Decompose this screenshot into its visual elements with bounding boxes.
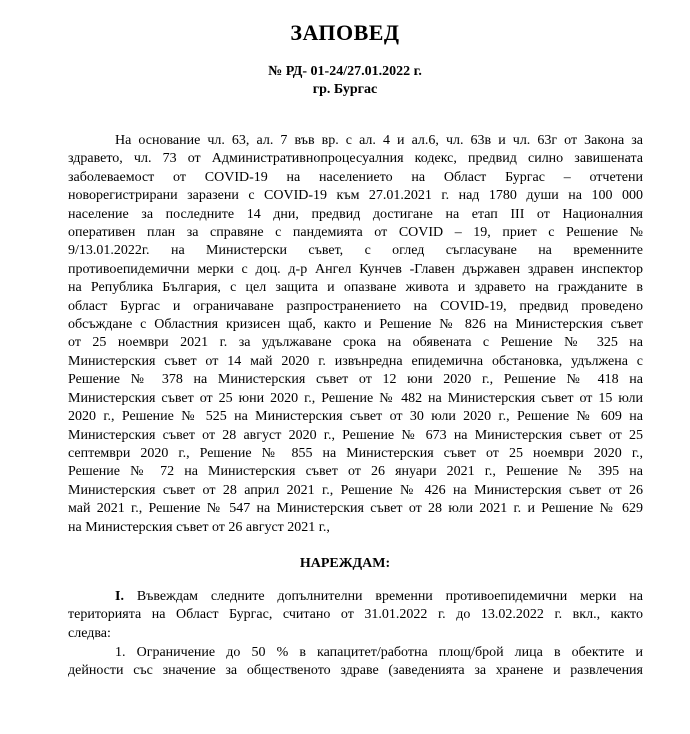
- preamble-line: на Република България, с цел защита и опазване живота и здравето на гражданите в: [68, 280, 643, 296]
- preamble-line: новорегистрирани заразени с COVID-19 към 27.01.2021 г. над 1780 души на 100 000: [68, 188, 643, 204]
- preamble-line: оперативен план за справяне с пандемията от COVID – 19, приет с Решение №: [68, 225, 643, 241]
- section-one-paragraph: [68, 588, 643, 643]
- document-title: ЗАПОВЕД: [290, 20, 400, 45]
- order-city: гр. Бургас: [312, 82, 378, 97]
- preamble-line: област Бургас и ограничаване разпространението на COVID-19, предвид проведено: [68, 298, 643, 314]
- preamble-line: Министерския съвет от 14 май 2020 г. извънредна епидемична обстановка, удължена с: [68, 353, 643, 369]
- section-number: I.: [115, 589, 124, 604]
- preamble-line: септември 2020 г., Решение № 855 на Министерския съвет от 25 ноември 2020 г.,: [68, 445, 643, 461]
- preamble-line: 9/13.01.2022г. на Министерски съвет, с оглед съгласуване на временните: [68, 243, 643, 259]
- preamble-line: население за последните 14 дни, предвид достигане на етап III от Националния: [68, 206, 643, 222]
- section-line-text: Въвеждам следните допълнителни временни противоепидемични мерки на: [136, 589, 643, 604]
- preamble-line: май 2021 г., Решение № 547 на Министерския съвет от 28 юли 2021 г. и Решение № 629: [68, 501, 643, 517]
- preamble-line: здравето, чл. 73 от Административнопроцесуалния кодекс, предвид силно завишената: [68, 151, 643, 167]
- section-line: следва:: [68, 625, 111, 641]
- order-number: № РД- 01-24/27.01.2022 г.: [268, 64, 422, 79]
- section-first-line: [68, 588, 643, 606]
- preamble-line: Министерския съвет от 25 юни 2020 г., Решение № 482 на Министерския съвет от 15 юли: [68, 390, 643, 406]
- item-line: дейности със значение за общественото здраве (заведенията за хранене и развлечения: [68, 663, 643, 679]
- order-heading: НАРЕЖДАМ:: [299, 556, 391, 571]
- section-line: територията на Област Бургас, считано от 31.01.2022 г. до 13.02.2022 г. вкл., както: [68, 607, 643, 623]
- preamble-line: от 25 ноември 2021 г. за удължаване срока на обявената с Решение № 325 на: [68, 335, 643, 351]
- preamble-line: обсъждане с Областния кризисен щаб, както и Решение № 826 на Министерския съвет: [68, 317, 643, 333]
- measure-item-1: [68, 644, 643, 681]
- item-line: 1. Ограничение до 50 % в капацитет/работна площ/брой лица в обектите и: [115, 645, 643, 660]
- preamble-line: 2020 г., Решение № 525 на Министерския съвет от 30 юли 2020 г., Решение № 609 на: [68, 409, 643, 425]
- preamble-line: Министерския съвет от 28 април 2021 г., Решение № 426 на Министерския съвет от 26: [68, 482, 643, 498]
- preamble-line: Министерския съвет от 28 август 2020 г., Решение № 673 на Министерския съвет от 25: [68, 427, 643, 443]
- preamble-paragraph: [68, 132, 643, 537]
- preamble-line: заболеваемост от COVID-19 на населението на Област Бургас – отчетени: [68, 169, 643, 185]
- preamble-line: Решение № 378 на Министерския съвет от 12 юни 2020 г., Решение № 418 на: [68, 372, 643, 388]
- preamble-line: противоепидемични мерки с доц. д-р Ангел Кунчев -Главен държавен здравен инспектор: [68, 261, 643, 277]
- preamble-line: На основание чл. 63, ал. 7 във вр. с ал. 4 и ал.6, чл. 63в и чл. 63г от Закона за: [115, 133, 643, 148]
- preamble-line: Решение № 72 на Министерския съвет от 26 януари 2021 г., Решение № 395 на: [68, 464, 643, 480]
- preamble-line: на Министерския съвет от 26 август 2021 г.,: [68, 519, 330, 535]
